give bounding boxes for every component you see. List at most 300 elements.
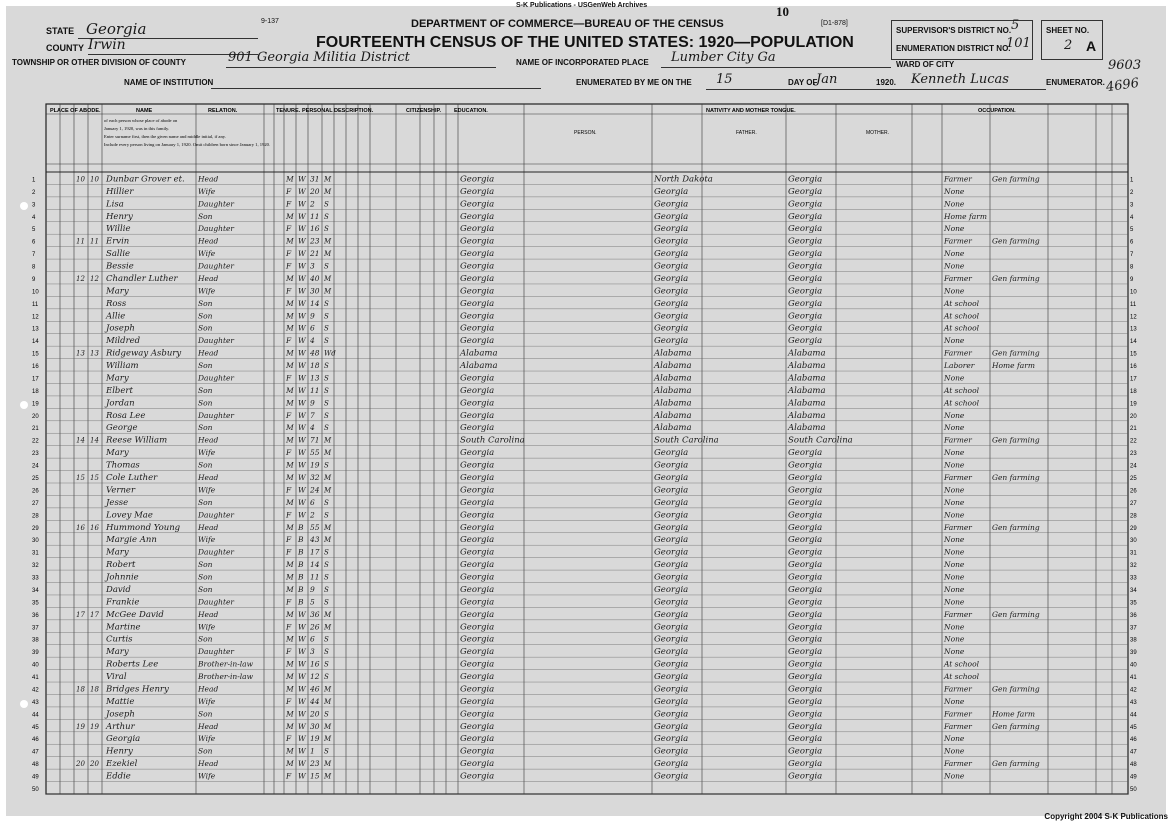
race: W [298,510,306,520]
person-name: Mary [106,286,129,297]
occupation: None [944,497,965,507]
sex: F [286,410,292,420]
age: 21 [310,249,320,259]
mother-birthplace: Georgia [788,572,823,583]
year-label: 1920. [876,78,897,87]
row-number: 28 [32,513,39,520]
marital-status: S [324,511,329,520]
race: W [298,435,306,445]
father-birthplace: Alabama [654,423,692,434]
mother-birthplace: Georgia [788,323,823,334]
mother-birthplace: Georgia [788,609,823,620]
age: 14 [310,560,320,570]
occupation: None [944,249,965,259]
mother-birthplace: Georgia [788,273,823,284]
race: W [298,709,306,719]
row-number-right: 2 [1130,189,1134,196]
age: 26 [310,622,320,632]
section-header: PLACE OF ABODE. [50,108,101,114]
mother-birthplace: Georgia [788,448,823,459]
industry: Home farm [992,361,1035,371]
row-number-right: 38 [1130,637,1137,644]
occupation: None [944,510,965,520]
mother-birthplace: Alabama [788,410,826,421]
mother-birthplace: Georgia [788,696,823,707]
row-number-right: 40 [1130,662,1137,669]
row-number: 45 [32,724,39,731]
age: 19 [310,734,320,744]
row-number: 9 [32,276,36,283]
father-birthplace: Alabama [654,385,692,396]
race: B [298,547,304,557]
name-instruction: Include every person living on January 1, 1920. Omit children born since January 1, 1920. [104,142,271,147]
occupation: None [944,423,965,433]
marital-status: S [324,324,329,333]
mother-birthplace: Georgia [788,672,823,683]
row-number-right: 4 [1130,214,1134,221]
row-number-right: 21 [1130,426,1137,433]
row-number: 17 [32,376,39,383]
birthplace: Georgia [460,236,495,247]
marital-status: S [324,337,329,346]
father-birthplace: Georgia [654,647,689,658]
dwelling-number: 12 [76,274,85,283]
person-name: Verner [106,485,136,496]
birthplace: Georgia [460,298,495,309]
family-number: 18 [90,685,99,694]
race: W [298,647,306,657]
relation: Daughter [198,261,234,271]
birthplace: Georgia [460,535,495,546]
row-number: 4 [32,214,36,221]
incorporated-value: Lumber City Ga [671,50,776,65]
mother-birthplace: Georgia [788,336,823,347]
industry: Gen farming [992,348,1040,358]
father-birthplace: Georgia [654,572,689,583]
row-number-right: 13 [1130,326,1137,333]
birthplace: Georgia [460,622,495,633]
sex: M [286,609,294,619]
race: W [298,696,306,706]
sex: M [286,361,294,371]
marital-status: S [324,598,329,607]
person-name: Joseph [106,709,135,720]
sex: F [286,373,292,383]
mother-birthplace: Georgia [788,709,823,720]
row-number-right: 39 [1130,650,1137,657]
age: 16 [310,224,320,234]
marital-status: S [324,225,329,234]
person-name: David [106,584,131,595]
age: 4 [310,423,315,433]
sex: M [286,174,294,184]
father-birthplace: Alabama [654,410,692,421]
relation: Son [198,584,213,594]
dwelling-number: 19 [76,722,85,731]
person-name: Dunbar Grover et. [106,174,185,185]
row-number: 18 [32,388,39,395]
race: W [298,298,306,308]
row-number: 34 [32,587,39,594]
relation: Daughter [198,547,234,557]
occupation: None [944,224,965,234]
name-instruction: January 1, 1920, was in this family. [104,126,170,131]
race: W [298,174,306,184]
marital-status: M [324,685,332,694]
enumerated-day: 15 [716,72,733,87]
row-number: 23 [32,451,39,458]
occupation: At school [944,659,979,669]
age: 43 [310,535,320,545]
row-number-right: 33 [1130,575,1137,582]
birthplace: Georgia [460,485,495,496]
father-birthplace: Georgia [654,597,689,608]
race: W [298,199,306,209]
relation: Daughter [198,510,234,520]
relation: Daughter [198,336,234,346]
dwelling-number: 14 [76,436,85,445]
occupation: None [944,572,965,582]
age: 2 [310,199,315,209]
census-table [32,104,1137,794]
row-number: 30 [32,538,39,545]
row-number-right: 3 [1130,202,1134,209]
father-birthplace: Georgia [654,460,689,471]
ed-value: 101 [1006,36,1031,51]
relation: Head [198,759,219,769]
family-number: 20 [90,760,99,769]
father-birthplace: Georgia [654,311,689,322]
family-number: 15 [90,474,99,482]
father-birthplace: Georgia [654,286,689,297]
marital-status: M [324,274,332,283]
person-name: Mildred [106,336,141,347]
race: W [298,261,306,271]
mother-birthplace: Georgia [788,746,823,757]
birthplace: Georgia [460,199,495,210]
row-number-right: 5 [1130,227,1134,234]
sheet-value: 2 [1064,38,1073,53]
birthplace: Georgia [460,560,495,571]
relation: Son [198,211,213,221]
row-number: 5 [32,227,36,234]
row-number-right: 8 [1130,264,1134,271]
person-name: Mary [106,547,129,558]
mother-birthplace: Georgia [788,547,823,558]
row-number-right: 10 [1130,289,1137,296]
father-birthplace: Alabama [654,361,692,372]
age: 11 [310,572,320,582]
occupation: None [944,448,965,458]
father-birthplace: North Dakota [654,174,713,185]
person-name: Henry [106,211,133,222]
ward-label: WARD OF CITY [896,60,955,69]
enumerator-name: Kenneth Lucas [911,72,1009,87]
occupation: Farmer [944,435,972,445]
race: W [298,236,306,246]
row-number-right: 19 [1130,401,1137,408]
occupation: Laborer [944,361,975,371]
sex: M [286,560,294,570]
relation: Son [198,385,213,395]
race: W [298,373,306,383]
birthplace: Georgia [460,385,495,396]
sex: M [286,211,294,221]
age: 3 [310,261,315,271]
census-sheet [6,2,1166,816]
occupation: Farmer [944,236,972,246]
age: 48 [310,348,320,358]
row-number: 16 [32,364,39,371]
sub-header: MOTHER. [866,130,890,136]
birthplace: Georgia [460,448,495,459]
father-birthplace: Georgia [654,584,689,595]
mother-birthplace: Georgia [788,659,823,670]
birthplace: Georgia [460,572,495,583]
race: W [298,348,306,358]
age: 11 [310,385,320,395]
person-name: Elbert [106,385,133,396]
birthplace: Georgia [460,323,495,334]
mother-birthplace: Georgia [788,759,823,770]
enumerator-label: ENUMERATOR. [1046,78,1105,87]
birthplace: Georgia [460,510,495,521]
dwelling-number: 13 [76,349,85,358]
incorporated-label: NAME OF INCORPORATED PLACE [516,58,649,67]
row-number: 36 [32,612,39,619]
row-number: 37 [32,625,39,632]
mother-birthplace: Georgia [788,485,823,496]
age: 6 [310,634,315,644]
father-birthplace: Georgia [654,261,689,272]
person-name: Hillier [106,186,134,197]
row-number-right: 17 [1130,376,1137,383]
age: 3 [310,647,315,657]
marital-status: Wd [324,349,336,358]
sex: F [286,547,292,557]
occupation: Farmer [944,721,972,731]
row-number-right: 20 [1130,413,1137,420]
supervisor-value: 5 [1011,18,1020,33]
row-number-right: 45 [1130,724,1137,731]
sex: M [286,323,294,333]
family-number: 13 [90,349,99,358]
birthplace: Georgia [460,597,495,608]
occupation: None [944,634,965,644]
relation: Head [198,435,219,445]
occupation: Farmer [944,759,972,769]
age: 31 [310,174,320,184]
birthplace: Georgia [460,721,495,732]
ed-label: ENUMERATION DISTRICT NO. [896,44,1011,53]
race: B [298,584,304,594]
race: W [298,659,306,669]
age: 5 [310,597,315,607]
relation: Wife [198,186,216,196]
sex: F [286,647,292,657]
father-birthplace: Georgia [654,659,689,670]
row-number-right: 7 [1130,252,1134,259]
industry: Gen farming [992,721,1040,731]
row-number-right: 27 [1130,500,1137,507]
section-header: CITIZENSHIP. [406,108,442,114]
race: W [298,684,306,694]
relation: Daughter [198,410,234,420]
industry: Gen farming [992,473,1040,482]
industry: Gen farming [992,174,1040,184]
relation: Head [198,684,219,694]
mother-birthplace: Alabama [788,398,826,409]
relation: Son [198,634,213,644]
marital-status: M [324,735,332,744]
row-number: 22 [32,438,39,445]
race: W [298,473,306,482]
father-birthplace: Georgia [654,771,689,782]
row-number: 19 [32,401,39,408]
day-of-label: DAY OF [788,78,818,87]
mother-birthplace: Alabama [788,361,826,372]
row-number-right: 42 [1130,687,1137,694]
sex: M [286,684,294,694]
row-number: 14 [32,339,39,346]
person-name: Martine [106,622,141,633]
relation: Head [198,236,219,246]
name-instruction: of each person whose place of abode on [104,118,178,123]
relation: Wife [198,734,216,744]
relation: Son [198,311,213,321]
county-label: COUNTY [46,43,84,53]
race: W [298,609,306,619]
relation: Wife [198,696,216,706]
family-number: 14 [90,436,99,445]
person-name: Eddie [106,771,131,782]
age: 30 [310,286,320,296]
family-number: 17 [90,610,99,619]
relation: Daughter [198,647,234,657]
mother-birthplace: Georgia [788,186,823,197]
age: 24 [310,485,320,495]
birthplace: Georgia [460,609,495,620]
row-number: 15 [32,351,39,358]
age: 12 [310,672,320,682]
row-number-right: 24 [1130,463,1137,470]
person-name: Roberts Lee [106,659,159,670]
relation: Son [198,560,213,570]
row-number-right: 50 [1130,787,1137,793]
row-number: 8 [32,264,36,271]
dwelling-number: 11 [76,237,85,246]
birthplace: Georgia [460,249,495,260]
sex: M [286,659,294,669]
row-number-right: 32 [1130,563,1137,570]
mother-birthplace: Georgia [788,497,823,508]
person-name: Mary [106,647,129,658]
person-name: McGee David [106,609,164,620]
person-name: Arthur [106,721,135,732]
mother-birthplace: Georgia [788,535,823,546]
marital-status: M [324,287,332,296]
father-birthplace: Georgia [654,759,689,770]
father-birthplace: Georgia [654,622,689,633]
race: B [298,597,304,607]
form-code: [D1-878] [821,20,848,27]
birthplace: Georgia [460,473,495,483]
birthplace: Alabama [460,348,498,359]
person-name: Bridges Henry [106,684,169,695]
birthplace: Georgia [460,286,495,297]
relation: Wife [198,448,216,458]
dwelling-number: 10 [76,175,85,184]
father-birthplace: Georgia [654,298,689,309]
row-number: 6 [32,239,36,246]
township-value: 901 Georgia Militia District [228,50,410,65]
row-number-right: 34 [1130,587,1137,594]
sheet-letter: A [1086,38,1097,54]
birthplace: Georgia [460,460,495,471]
sex: M [286,584,294,594]
person-name: Jordan [106,398,135,409]
family-number: 12 [90,274,99,283]
occupation: Farmer [944,348,972,358]
race: B [298,572,304,582]
father-birthplace: Georgia [654,186,689,197]
race: W [298,398,306,408]
father-birthplace: Georgia [654,522,689,533]
birthplace: Georgia [460,224,495,235]
industry: Gen farming [992,684,1040,694]
father-birthplace: Georgia [654,224,689,235]
person-name: Lisa [106,199,124,210]
sex: F [286,734,292,744]
occupation: None [944,584,965,594]
row-number-right: 18 [1130,388,1137,395]
age: 19 [310,460,320,470]
binder-hole-3 [20,700,28,708]
row-number: 49 [32,774,39,781]
page-title: FOURTEENTH CENSUS OF THE UNITED STATES: 1920—POPULATION [316,34,854,51]
father-birthplace: Georgia [654,721,689,732]
row-number-right: 36 [1130,612,1137,619]
age: 9 [310,398,315,408]
section-header: NAME [136,108,153,114]
occupation: None [944,771,965,781]
father-birthplace: South Carolina [654,435,719,446]
sex: M [286,311,294,321]
occupation: None [944,410,965,420]
row-number: 25 [32,476,39,482]
father-birthplace: Georgia [654,485,689,496]
sex: M [286,473,294,482]
marital-status: M [324,187,332,196]
row-number: 24 [32,463,39,470]
race: W [298,485,306,495]
enumerated-month: Jan [816,72,838,87]
mother-birthplace: Georgia [788,249,823,260]
relation: Wife [198,485,216,495]
race: W [298,672,306,682]
marital-status: S [324,399,329,408]
relation: Daughter [198,597,234,607]
age: 16 [310,659,320,669]
person-name: Margie Ann [106,535,157,546]
race: W [298,224,306,234]
sex: F [286,597,292,607]
father-birthplace: Georgia [654,684,689,695]
mother-birthplace: Georgia [788,622,823,633]
occupation: None [944,696,965,706]
mother-birthplace: Georgia [788,236,823,247]
person-name: Jesse [106,497,129,508]
